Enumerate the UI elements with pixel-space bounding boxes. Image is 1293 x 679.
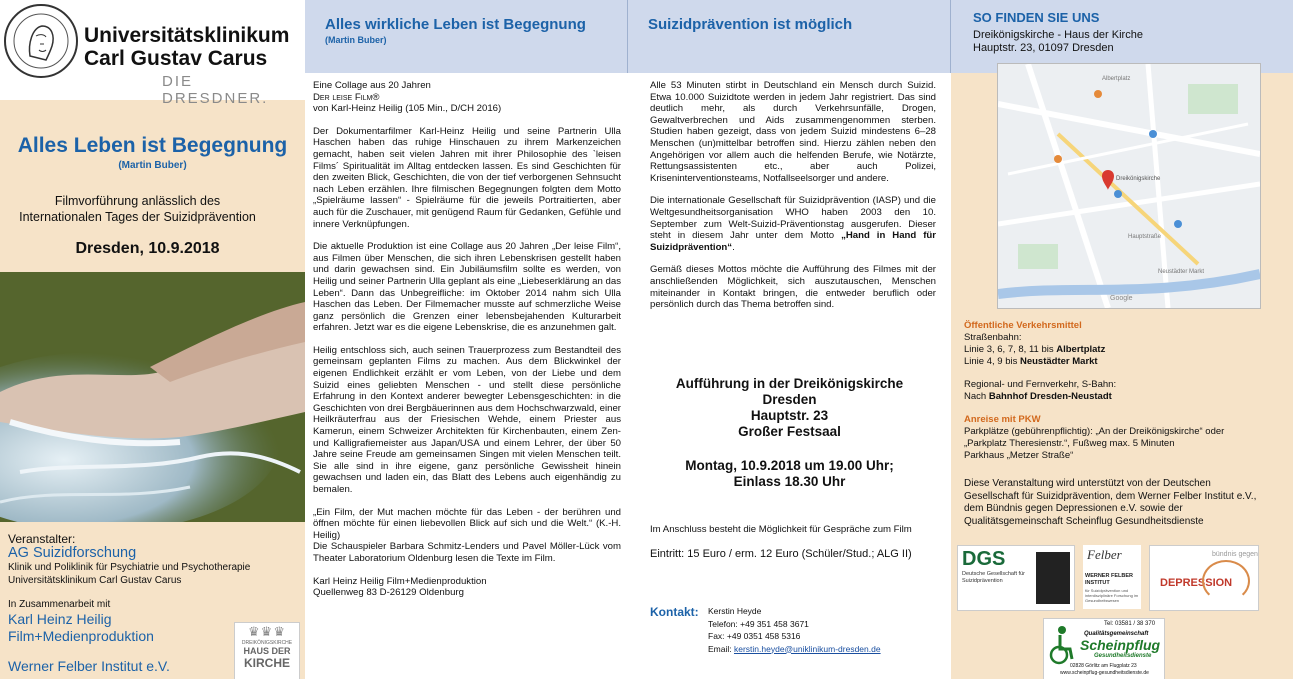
water-hand-photo (0, 272, 305, 522)
event-line2: Internationalen Tages der Suizidprävention (19, 210, 256, 224)
prevention-paragraph2-text: Die internationale Gesellschaft für Suizidprävention (IASP) und die Weltgesundheitsorganisation WHO haben 2003 den 10. September zum Welt-Suizid-Präventionstag ausgerufen. Dieser steht in diesem Jahr unter dem Motto (650, 195, 936, 242)
tram-stop1: Albertplatz (1056, 344, 1106, 355)
car-line3: Parkhaus „Metzer Straße“ (964, 450, 1074, 461)
tram-label: Straßenbahn: (964, 332, 1022, 343)
organizer-line2: Universitätsklinikum Carl Gustav Carus (8, 574, 182, 586)
dgs-logo-graphic (1036, 552, 1070, 604)
contact-email-label: Email: (708, 643, 734, 654)
wheelchair-icon (1048, 625, 1074, 665)
producer-address: Quellenweg 83 D-26129 Oldenburg (313, 587, 464, 599)
map-label-neustaedter-markt: Neustädter Markt (1158, 269, 1205, 275)
transit-heading: Öffentliche Verkehrsmittel (964, 320, 1082, 331)
scheinpflug-phone: Tel: 03581 / 38 370 (1104, 621, 1156, 627)
rail-station: Bahnhof Dresden-Neustadt (988, 391, 1112, 402)
wfi-subtitle: für Suizidprävention und interdisziplinäre Forschung im Gesundheitswesen (1085, 588, 1139, 603)
depression-logo-small: bündnis gegen (1212, 551, 1258, 558)
film-heading-attribution: (Martin Buber) (325, 35, 387, 45)
tagline: DIE DRESDNER. (162, 73, 269, 107)
map-label-hauptstrasse: Hauptstraße (1128, 234, 1162, 240)
partner1: Karl Heinz Heilig (8, 611, 112, 627)
scheinpflug-subtitle: Gesundheitsdienste (1094, 653, 1152, 659)
prevention-paragraph1: Alle 53 Minuten stirbt in Deutschland ein Mensch durch Suizid. Etwa 10.000 Suizidtote werden in jedem Jahr registriert. Das sind deutlich mehr, als durch Verkehrsunfälle, Drogen, Gewaltverbrechen und Aids zusammengenommen sterben. Studien haben gezeigt, dass von jedem Suizid mindestens 6–28 Menschen (un)mittelbar betroffen sind. Hierzu zählen neben den Angehörigen vor allem auch die helfenden Berufe, wie Notärzte, Rettungsassistenten etc., aber auch Polizei, Kriseninterventionsteams, Notfallseelsorger und andere. (650, 80, 936, 184)
prevention-paragraph3: Gemäß dieses Mottos möchte die Aufführung des Filmes mit der anschließenden Möglichkeit, sich auszutauschen, Menschen miteinander in Kontakt bringen, die entweder beruflich oder persönlich durch das Thema betroffen sind. (650, 264, 936, 311)
rail-label: Regional- und Fernverkehr, S-Bahn: (964, 379, 1117, 390)
venue-line4: Großer Festsaal (738, 424, 841, 439)
film-intro2: Der leise Film® (313, 91, 380, 103)
contact-label: Kontakt: (650, 605, 699, 619)
depression-alliance-logo (1149, 545, 1259, 611)
tram-line1: Linie 3, 6, 7, 8, 11 bis (964, 344, 1057, 355)
address-line1: Dreikönigskirche - Haus der Kirche (973, 29, 1143, 41)
institution-line2: Carl Gustav Carus (84, 47, 268, 70)
carus-seal-logo (4, 4, 78, 78)
prevention-panel-header (628, 0, 951, 73)
event-time-line2: Einlass 18.30 Uhr (733, 474, 846, 489)
film-paragraph1: Der Dokumentarfilmer Karl-Heinz Heilig und seine Partnerin Ulla Haschen haben das ruhige Hinschauen zu ihrem Markenzeichen gemacht, haben seit vielen Jahren mit ihrer Philosophie des `leisen Films´ Spiritualität im Alltag entdecken lassen. Es sind Geschichten für den zweiten Blick, Geschichten, die von der tief verborgenen Sehnsucht nach Leben erzählen. Ihre filmischen Begegnungen folgten dem Motto „Spielräume lassen“ - Spielräume für die jeweils Portraitierten, aber auch für die Zuschauer, mit genügend Raum für Gedanken, Gefühle und innere Verknüpfungen. (313, 125, 621, 230)
wfi-signature: Felber (1087, 547, 1122, 562)
contact-fax: Fax: +49 0351 458 5316 (708, 631, 801, 641)
car-line2: „Parkplatz Theresienstr.“, Fußweg max. 5 Minuten (964, 438, 1175, 449)
organizer-label: Veranstalter: (8, 532, 76, 546)
film-paragraph2: Die aktuelle Produktion ist eine Collage aus 20 Jahren „Der leise Film“, aus Filmen über Menschen, die sich ihren Lebenskrisen gestellt haben und darin gewachsen sind. Ein Jubiläumsfilm sollte es werden, von Heilig und seiner Partnerin Ulla geplant als eine „Liebeserklärung an das Leben“. Dann das Unbegreifliche: im Oktober 2014 nahm sich Ulla Haschen das Leben. Der Filmemacher musste auf schmerzliche Weise ganz persönlich die Grenzen einer lebensbejahenden Kulturarbeit erfahren. Jetzt war es die eigene Lebenskrise, die es anzunehmen galt. (313, 241, 621, 334)
address-line2: Hauptstr. 23, 01097 Dresden (973, 42, 1114, 54)
depression-logo-big: DEPRESSION (1160, 577, 1233, 589)
scheinpflug-name: Scheinpflug (1080, 637, 1161, 653)
event-date: Dresden, 10.9.2018 (75, 240, 220, 257)
prevention-paragraph2-end: . (732, 241, 735, 253)
venue-line2: Dresden (762, 392, 817, 407)
cooperation-label: In Zusammenarbeit mit (8, 599, 111, 610)
map-label-church: Dreikönigskirche (1116, 176, 1161, 182)
crowns-icon: ♛♛♛ (248, 624, 286, 639)
partner2: Film+Medienproduktion (8, 628, 154, 644)
event-time (628, 458, 951, 490)
prevention-panel (628, 0, 951, 679)
contact-email-link[interactable]: kerstin.heyde@uniklinikum-dresden.de (733, 643, 881, 654)
support-statement: Diese Veranstaltung wird unterstützt von der Deutschen Gesellschaft für Suizidprävention, dem Werner Felber Institut e.V., dem Bündnis gegen Depressionen e.V. sowie der Qualitätsgemeinschaft Scheinflug Gesundheitsdienste (964, 478, 1257, 527)
institution-name (84, 24, 289, 70)
wfi-logo (1083, 545, 1141, 609)
map-attribution: Google (1110, 295, 1133, 302)
contact-details (708, 605, 881, 655)
car-heading: Anreise mit PKW (964, 414, 1041, 425)
church-logo-line3: KIRCHE (243, 656, 290, 670)
scheinpflug-line: Qualitätsgemeinschaft (1084, 631, 1149, 637)
institution-line1: Universitätsklinikum (84, 24, 290, 47)
film-panel (305, 0, 628, 679)
location-map[interactable] (997, 63, 1261, 309)
film-panel-header (305, 0, 628, 73)
motto: „Hand in Hand für Suizidprävention“ (650, 230, 937, 253)
scheinpflug-address: 02828 Görlitz am Flugplatz 23 (1070, 663, 1137, 669)
partner3: Werner Felber Institut e.V. (8, 658, 170, 674)
tram-stop2: Neustädter Markt (1019, 356, 1098, 367)
prevention-heading: Suizidprävention ist möglich (648, 16, 853, 33)
church-logo (234, 622, 300, 679)
transit-info (964, 320, 1284, 462)
venue-line3: Hauptstr. 23 (750, 408, 829, 423)
wfi-title: WERNER FELBER INSTITUT (1085, 573, 1133, 586)
film-text (313, 80, 621, 599)
film-heading: Alles wirkliche Leben ist Begegnung (325, 16, 586, 33)
dgs-logo-subtitle: Deutsche Gesellschaft für Suizidprävention (962, 571, 1025, 584)
admission-price: Eintritt: 15 Euro / erm. 12 Euro (Schüler/Stud.; ALG II) (650, 548, 912, 560)
tram-line2: Linie 4, 9 bis (964, 356, 1020, 367)
film-readers: Die Schauspieler Barbara Schmitz-Lenders und Pavel Möller-Lück vom Theater Laboratorium Oldenburg lesen die Texte im Film. (313, 541, 621, 564)
organizer-line1: Klinik und Poliklinik für Psychiatrie und Psychotherapie (8, 562, 251, 573)
film-quote: „Ein Film, der Mut machen möchte für das Leben - der berühren und öffnen möchte für einen liebevollen Blick auf sich und die Welt.“ (K.-H. Heilig) (313, 506, 621, 541)
title-attribution: (Martin Buber) (118, 160, 187, 171)
dgs-logo (957, 545, 1075, 611)
scheinpflug-website: www.scheinpflug-gesundheitsdienste.de (1060, 670, 1149, 676)
partner-names (8, 611, 154, 645)
church-logo-line1: DREIKÖNIGSKIRCHE (241, 640, 293, 646)
event-line1: Filmvorführung anlässlich des (54, 194, 221, 208)
car-line1: Parkplätze (gebührenpflichtig): „An der Dreikönigskirche“ oder (964, 426, 1225, 437)
film-intro1: Eine Collage aus 20 Jahren (313, 80, 431, 91)
map-illustration (998, 64, 1260, 308)
organizer-details (8, 562, 250, 587)
venue-line1: Aufführung in der Dreikönigskirche (675, 376, 904, 391)
depression-logo-arc (1202, 560, 1250, 602)
directions-panel (951, 0, 1293, 679)
prevention-paragraph2 (650, 195, 936, 253)
portrait-icon (6, 6, 76, 76)
contact-name: Kerstin Heyde (708, 606, 762, 616)
prevention-text (650, 80, 936, 322)
dgs-logo-title: DGS (962, 548, 1006, 570)
water-photo-illustration (0, 272, 305, 522)
venue-info (628, 376, 951, 440)
event-description (0, 193, 275, 225)
page-title: Alles Leben ist Begegnung (17, 134, 288, 157)
contact-phone: Telefon: +49 351 458 3671 (708, 618, 809, 629)
scheinpflug-logo (1043, 618, 1165, 679)
church-address (973, 29, 1143, 55)
film-paragraph3: Heilig entschloss sich, auch seinen Trauerprozess zum Bestandteil des gemeinsam geplanten Films zu machen. Aus dem Blickwinkel der eigenen Endlichkeit erzählt er vom Leben, von der Liebe und dem Suizid eines geliebten Menschen - und stellt diese persönliche Erfahrung in den Kontext anderer bewegter Lebensgeschichten: in die Geschichten von drei Bergbäuerinnen aus dem Hochschwarzwald, einer Heilkräuterfrau aus der Friesischen Wehde, einem Priester aus Kamerun, einem Schweizer Architekten für Kirchenbauten, einem Zen- und Kalligrafiemeister aus Japan/USA und einem Lehrer, der über 50 Jahre seine Freude am gemeinsamen Singen mit vielen Menschen teilt. Sie alle sind in ihre eigene, ganz persönliche Gewissheit hinein gewachsen und laden ein, das Blatt des Lebens auch eigenhändig zu bemalen. (313, 344, 621, 495)
directions-heading: SO FINDEN SIE UNS (973, 10, 1100, 25)
cover-panel (0, 0, 305, 679)
film-intro3: von Karl-Heinz Heilig (105 Min., D/CH 2016) (313, 103, 502, 115)
organizer-name: AG Suizidforschung (8, 545, 137, 561)
producer-name: Karl Heinz Heilig Film+Medienproduktion (313, 575, 487, 587)
church-logo-line2: HAUS DER (243, 646, 291, 656)
event-time-line1: Montag, 10.9.2018 um 19.00 Uhr; (685, 458, 894, 473)
rail-line: Nach (964, 391, 989, 402)
map-label-albertplatz: Albertplatz (1102, 76, 1131, 82)
followup-note: Im Anschluss besteht die Möglichkeit für Gespräche zum Film (650, 524, 912, 535)
